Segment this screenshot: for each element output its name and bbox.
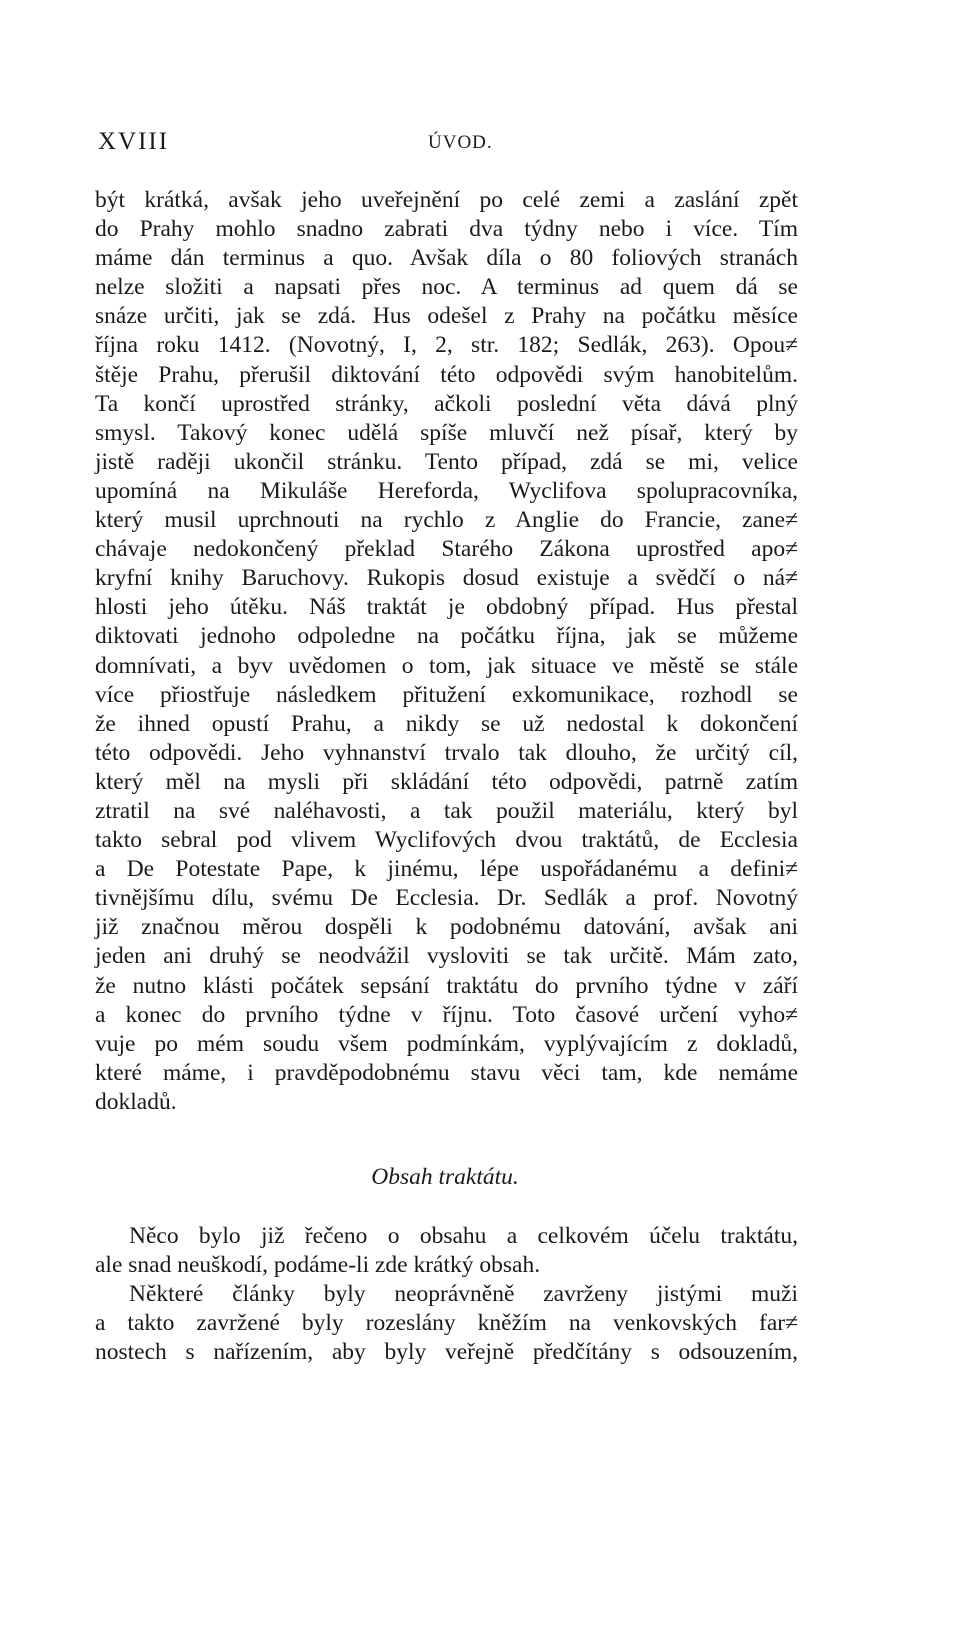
text-line: jistě raději ukončil stránku. Tento případ, zdá se mi, velice	[95, 448, 798, 475]
text-line: a takto zavržené byly rozeslány kněžím na venkovských far≠	[95, 1310, 798, 1337]
text-line: štěje Prahu, přerušil diktování této odpovědi svým hanobitelům.	[95, 361, 798, 388]
text-line: že ihned opustí Prahu, a nikdy se už nedostal k dokončení	[95, 710, 798, 737]
text-line: více přiostřuje následkem přitužení exkomunikace, rozhodl se	[95, 681, 798, 708]
body-text	[95, 186, 798, 1117]
text-line: nelze složiti a napsati přes noc. A terminus ad quem dá se	[95, 274, 798, 301]
text-line: Něco bylo již řečeno o obsahu a celkovém účelu traktátu,	[129, 1223, 798, 1249]
text-line: vuje po mém soudu všem podmínkám, vyplývajícím z dokladů,	[95, 1030, 798, 1057]
text-line: Některé články byly neoprávněně zavrženy jistými muži	[129, 1281, 798, 1308]
text-line: nostech s nařízením, aby byly veřejně předčítány s odsouzením,	[95, 1339, 798, 1366]
text-line: tivnějšímu dílu, svému De Ecclesia. Dr. Sedlák a prof. Novotný	[95, 885, 798, 912]
text-line: diktovati jednoho odpoledne na počátku října, jak se můžeme	[95, 623, 798, 650]
text-line: který musil uprchnouti na rychlo z Anglie do Francie, zane≠	[95, 507, 798, 534]
text-line: a De Potestate Pape, k jinému, lépe uspořádanému a defini≠	[95, 856, 798, 883]
text-line: snáze určiti, jak se zdá. Hus odešel z Prahy na počátku měsíce	[95, 303, 798, 330]
text-line: domnívati, a byv uvědomen o tom, jak situace ve městě se stále	[95, 652, 798, 679]
running-title: ÚVOD.	[428, 132, 493, 153]
text-line: máme dán terminus a quo. Avšak díla o 80 foliových stranách	[95, 245, 798, 272]
text-line: již značnou měrou dospěli k podobnému datování, avšak ani	[95, 914, 798, 941]
section-text	[95, 1222, 798, 1367]
text-line: kryfní knihy Baruchovy. Rukopis dosud existuje a svědčí o ná≠	[95, 565, 798, 592]
text-line: upomíná na Mikuláše Hereforda, Wyclifova spolupracovníka,	[95, 477, 798, 504]
text-line: ztratil na své naléhavosti, a tak použil materiálu, který byl	[95, 797, 798, 824]
text-line: ale snad neuškodí, podáme-li zde krátký obsah.	[95, 1252, 541, 1279]
text-line: smysl. Takový konec udělá spíše mluvčí než písař, který by	[95, 419, 798, 446]
text-line: dokladů.	[95, 1088, 177, 1115]
text-line: této odpovědi. Jeho vyhnanství trvalo tak dlouho, že určitý cíl,	[95, 739, 798, 766]
text-line: Ta končí uprostřed stránky, ačkoli poslední věta dává plný	[95, 390, 798, 417]
text-line: října roku 1412. (Novotný, I, 2, str. 182; Sedlák, 263). Opou≠	[95, 332, 798, 359]
running-head	[98, 128, 800, 162]
text-line: který měl na mysli při skládání této odpovědi, patrně zatím	[95, 768, 798, 795]
page-number: XVIII	[98, 128, 170, 155]
text-line: takto sebral pod vlivem Wyclifových dvou traktátů, de Ecclesia	[95, 827, 798, 854]
text-line: do Prahy mohlo snadno zabrati dva týdny nebo i více. Tím	[95, 216, 798, 243]
text-line: chávaje nedokončený překlad Starého Zákona uprostřed apo≠	[95, 536, 798, 563]
text-line: být krátká, avšak jeho uveřejnění po celé zemi a zaslání zpět	[95, 187, 798, 213]
section-heading: Obsah traktátu.	[371, 1164, 519, 1190]
text-line: a konec do prvního týdne v říjnu. Toto časové určení vyho≠	[95, 1001, 798, 1028]
text-line: jeden ani druhý se neodvážil vysloviti se tak určitě. Mám zato,	[95, 943, 798, 970]
text-line: hlosti jeho útěku. Náš traktát je obdobný případ. Hus přestal	[95, 594, 798, 621]
text-line: že nutno klásti počátek sepsání traktátu do prvního týdne v září	[95, 972, 798, 999]
text-line: které máme, i pravděpodobnému stavu věci tam, kde nemáme	[95, 1059, 798, 1086]
